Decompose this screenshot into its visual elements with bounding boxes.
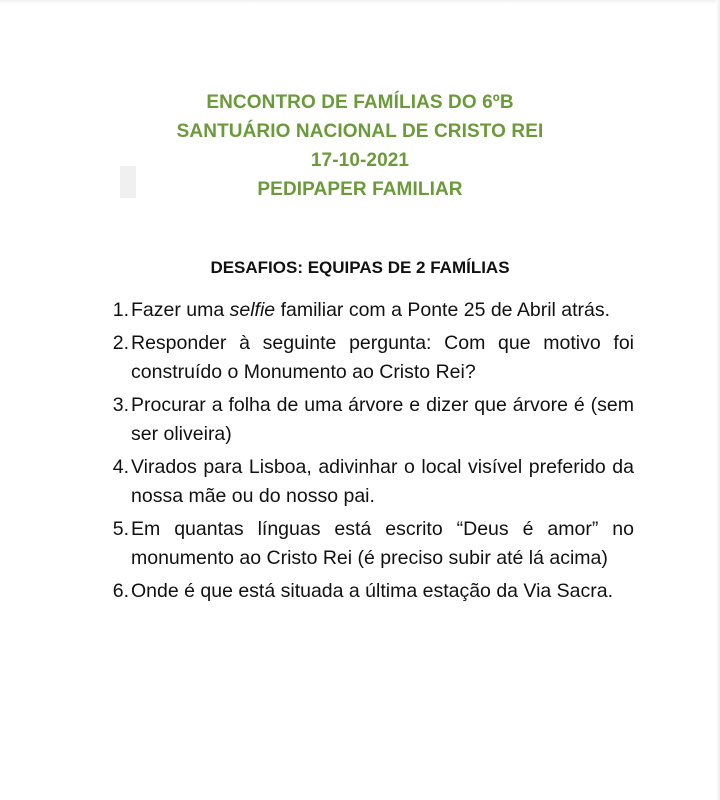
challenge-text-emphasis: selfie	[229, 299, 276, 321]
event-title: ENCONTRO DE FAMÍLIAS DO 6ºB	[206, 92, 514, 113]
challenge-item-1	[96, 296, 634, 325]
challenge-number: 5.	[112, 518, 129, 540]
challenge-list	[96, 296, 634, 610]
challenge-text: Procurar a folha de uma árvore e dizer que árvore é (sem ser oliveira)	[131, 394, 634, 445]
challenge-number: 1.	[112, 299, 129, 321]
challenge-text: Virados para Lisboa, adivinhar o local visível preferido da nossa mãe ou do nosso pai.	[131, 456, 634, 507]
challenge-number: 6.	[112, 580, 129, 602]
document-header	[0, 88, 720, 204]
challenge-item-2	[96, 329, 634, 387]
challenge-item-5	[96, 515, 634, 573]
event-date: 17-10-2021	[310, 150, 410, 171]
page-edge-top	[0, 0, 720, 4]
challenge-item-4	[96, 453, 634, 511]
challenge-item-6	[96, 577, 634, 606]
challenges-heading: DESAFIOS: EQUIPAS DE 2 FAMÍLIAS	[210, 258, 510, 277]
challenge-text: Responder à seguinte pergunta: Com que motivo foi construído o Monumento ao Cristo Rei?	[131, 332, 634, 383]
challenge-number: 4.	[112, 456, 129, 478]
challenge-number: 2.	[112, 332, 129, 354]
challenge-item-3	[96, 391, 634, 449]
challenge-text	[129, 296, 634, 325]
challenge-text: Em quantas línguas está escrito “Deus é amor” no monumento ao Cristo Rei (é preciso subir até lá acima)	[131, 518, 634, 569]
challenge-text: Onde é que está situada a última estação da Via Sacra.	[131, 580, 614, 602]
activity-title: PEDIPAPER FAMILIAR	[257, 179, 463, 200]
challenge-text-start: Fazer uma	[131, 299, 230, 321]
challenge-number: 3.	[112, 394, 129, 416]
challenge-text-end: familiar com a Ponte 25 de Abril atrás.	[275, 299, 611, 321]
venue-title: SANTUÁRIO NACIONAL DE CRISTO REI	[176, 121, 544, 142]
